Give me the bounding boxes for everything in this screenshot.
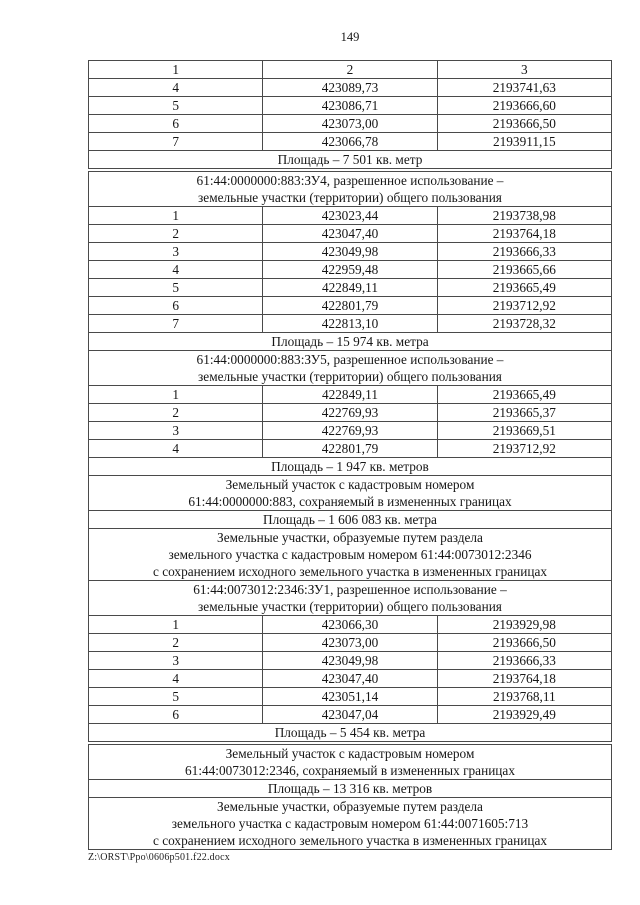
- footer-file-path: Z:\ORST\Ppo\0606p501.f22.docx: [88, 852, 230, 863]
- coordinate-x-cell: 422849,11: [263, 386, 437, 404]
- section-text-line: Площадь – 1 947 кв. метров: [271, 459, 429, 474]
- coordinate-row: [89, 386, 612, 404]
- column-header-cell: 2: [263, 61, 437, 79]
- section-text-row: [89, 333, 612, 351]
- column-header-cell: 1: [89, 61, 263, 79]
- section-text-cell: [89, 724, 612, 742]
- section-text-row: [89, 172, 612, 207]
- coordinate-y-cell: 2193669,51: [437, 422, 611, 440]
- point-number-cell: 7: [89, 133, 263, 151]
- coordinate-x-cell: 423047,40: [263, 225, 437, 243]
- section-2346-saved-and-713: [88, 744, 612, 850]
- coordinate-y-cell: 2193911,15: [437, 133, 611, 151]
- section-text-line: Площадь – 15 974 кв. метра: [271, 334, 429, 349]
- section-text-line: Земельные участки, образуемые путем раздела: [217, 799, 483, 814]
- coordinate-y-cell: 2193712,92: [437, 297, 611, 315]
- point-number-cell: 2: [89, 404, 263, 422]
- section-text-row: [89, 745, 612, 780]
- section-text-line: Земельный участок с кадастровым номером: [225, 746, 475, 761]
- coordinate-row: [89, 706, 612, 724]
- section-text-row: [89, 511, 612, 529]
- coordinate-y-cell: 2193665,66: [437, 261, 611, 279]
- section-text-row: [89, 151, 612, 169]
- section-text-line: 61:44:0073012:2346, сохраняемый в измененных границах: [185, 763, 515, 778]
- point-number-cell: 6: [89, 115, 263, 133]
- section-text-cell: [89, 511, 612, 529]
- coordinate-x-cell: 423073,00: [263, 115, 437, 133]
- point-number-cell: 3: [89, 243, 263, 261]
- section-text-cell: [89, 529, 612, 581]
- point-number-cell: 6: [89, 297, 263, 315]
- coordinate-x-cell: 422801,79: [263, 440, 437, 458]
- point-number-cell: 4: [89, 261, 263, 279]
- section-text-line: с сохранением исходного земельного участка в измененных границах: [152, 564, 548, 579]
- section-text-line: земельные участки (территории) общего пользования: [198, 369, 502, 384]
- section-883-and-2346: [88, 171, 612, 742]
- point-number-cell: 4: [89, 670, 263, 688]
- point-number-cell: 1: [89, 616, 263, 634]
- section-text-line: Площадь – 1 606 083 кв. метра: [263, 512, 437, 527]
- column-header-cell: 3: [437, 61, 611, 79]
- coordinate-row: [89, 616, 612, 634]
- section-text-line: земельные участки (территории) общего пользования: [198, 190, 502, 205]
- point-number-cell: 6: [89, 706, 263, 724]
- coordinate-y-cell: 2193738,98: [437, 207, 611, 225]
- coordinate-y-cell: 2193728,32: [437, 315, 611, 333]
- coordinate-y-cell: 2193929,98: [437, 616, 611, 634]
- section-text-row: [89, 780, 612, 798]
- page-number: 149: [340, 30, 360, 44]
- coordinate-y-cell: 2193929,49: [437, 706, 611, 724]
- coordinate-x-cell: 423023,44: [263, 207, 437, 225]
- section-text-row: [89, 476, 612, 511]
- section-text-line: земельного участка с кадастровым номером 61:44:0073012:2346: [168, 547, 532, 562]
- coordinate-x-cell: 422959,48: [263, 261, 437, 279]
- coordinate-y-cell: 2193665,49: [437, 279, 611, 297]
- coordinate-x-cell: 423049,98: [263, 243, 437, 261]
- section-text-cell: [89, 172, 612, 207]
- coordinate-y-cell: 2193666,60: [437, 97, 611, 115]
- coordinate-x-cell: 422813,10: [263, 315, 437, 333]
- section-text-cell: [89, 798, 612, 850]
- section-text-row: [89, 529, 612, 581]
- coordinate-x-cell: 423073,00: [263, 634, 437, 652]
- coordinate-y-cell: 2193764,18: [437, 670, 611, 688]
- point-number-cell: 4: [89, 79, 263, 97]
- coordinate-row: [89, 440, 612, 458]
- section-text-line: Площадь – 5 454 кв. метра: [274, 725, 426, 740]
- section-text-cell: [89, 333, 612, 351]
- point-number-cell: 1: [89, 207, 263, 225]
- coordinate-x-cell: 423066,30: [263, 616, 437, 634]
- coordinate-row: [89, 688, 612, 706]
- coordinate-x-cell: 422769,93: [263, 422, 437, 440]
- section-text-row: [89, 458, 612, 476]
- section-text-line: 61:44:0000000:883, сохраняемый в измененных границах: [188, 494, 512, 509]
- section-text-line: Земельный участок с кадастровым номером: [225, 477, 475, 492]
- point-number-cell: 2: [89, 634, 263, 652]
- point-number-cell: 5: [89, 688, 263, 706]
- cadastral-coordinate-tables: [88, 60, 612, 852]
- section-text-line: 61:44:0073012:2346:ЗУ1, разрешенное использование –: [193, 582, 507, 597]
- section-text-row: [89, 351, 612, 386]
- section-text-line: 61:44:0000000:883:ЗУ4, разрешенное использование –: [196, 173, 504, 188]
- coordinate-y-cell: 2193764,18: [437, 225, 611, 243]
- section-text-line: земельного участка с кадастровым номером 61:44:0071605:713: [171, 816, 529, 831]
- section-text-line: Площадь – 13 316 кв. метров: [267, 781, 433, 796]
- coordinate-row: [89, 634, 612, 652]
- point-number-cell: 3: [89, 652, 263, 670]
- coordinate-row: [89, 261, 612, 279]
- column-header-row: [89, 61, 612, 79]
- section-text-cell: [89, 476, 612, 511]
- point-number-cell: 1: [89, 386, 263, 404]
- coordinate-row: [89, 207, 612, 225]
- coordinate-row: [89, 279, 612, 297]
- coordinate-y-cell: 2193666,50: [437, 115, 611, 133]
- point-number-cell: 5: [89, 279, 263, 297]
- section-text-row: [89, 724, 612, 742]
- coordinate-table-continuation: [88, 60, 612, 169]
- point-number-cell: 7: [89, 315, 263, 333]
- coordinate-y-cell: 2193666,33: [437, 243, 611, 261]
- coordinate-x-cell: 423089,73: [263, 79, 437, 97]
- point-number-cell: 3: [89, 422, 263, 440]
- coordinate-row: [89, 79, 612, 97]
- coordinate-row: [89, 225, 612, 243]
- section-text-cell: [89, 780, 612, 798]
- coordinate-row: [89, 315, 612, 333]
- section-text-cell: [89, 745, 612, 780]
- coordinate-y-cell: 2193665,37: [437, 404, 611, 422]
- coordinate-row: [89, 652, 612, 670]
- coordinate-y-cell: 2193768,11: [437, 688, 611, 706]
- section-text-cell: [89, 351, 612, 386]
- coordinate-row: [89, 422, 612, 440]
- coordinate-row: [89, 670, 612, 688]
- coordinate-row: [89, 97, 612, 115]
- point-number-cell: 2: [89, 225, 263, 243]
- coordinate-row: [89, 297, 612, 315]
- section-text-line: земельные участки (территории) общего пользования: [198, 599, 502, 614]
- coordinate-x-cell: 423051,14: [263, 688, 437, 706]
- coordinate-x-cell: 422769,93: [263, 404, 437, 422]
- section-text-line: Площадь – 7 501 кв. метр: [277, 152, 423, 167]
- coordinate-x-cell: 423047,04: [263, 706, 437, 724]
- coordinate-y-cell: 2193666,50: [437, 634, 611, 652]
- coordinate-x-cell: 423066,78: [263, 133, 437, 151]
- coordinate-row: [89, 133, 612, 151]
- coordinate-x-cell: 423049,98: [263, 652, 437, 670]
- section-text-line: 61:44:0000000:883:ЗУ5, разрешенное использование –: [196, 352, 504, 367]
- coordinate-y-cell: 2193741,63: [437, 79, 611, 97]
- section-text-row: [89, 581, 612, 616]
- coordinate-y-cell: 2193665,49: [437, 386, 611, 404]
- coordinate-row: [89, 115, 612, 133]
- section-text-cell: [89, 151, 612, 169]
- section-text-line: с сохранением исходного земельного участка в измененных границах: [152, 833, 548, 848]
- coordinate-x-cell: 422849,11: [263, 279, 437, 297]
- coordinate-y-cell: 2193666,33: [437, 652, 611, 670]
- section-text-cell: [89, 581, 612, 616]
- section-text-cell: [89, 458, 612, 476]
- coordinate-row: [89, 404, 612, 422]
- section-text-line: Земельные участки, образуемые путем раздела: [217, 530, 483, 545]
- point-number-cell: 5: [89, 97, 263, 115]
- coordinate-row: [89, 243, 612, 261]
- coordinate-x-cell: 422801,79: [263, 297, 437, 315]
- coordinate-y-cell: 2193712,92: [437, 440, 611, 458]
- point-number-cell: 4: [89, 440, 263, 458]
- coordinate-x-cell: 423086,71: [263, 97, 437, 115]
- section-text-row: [89, 798, 612, 850]
- coordinate-x-cell: 423047,40: [263, 670, 437, 688]
